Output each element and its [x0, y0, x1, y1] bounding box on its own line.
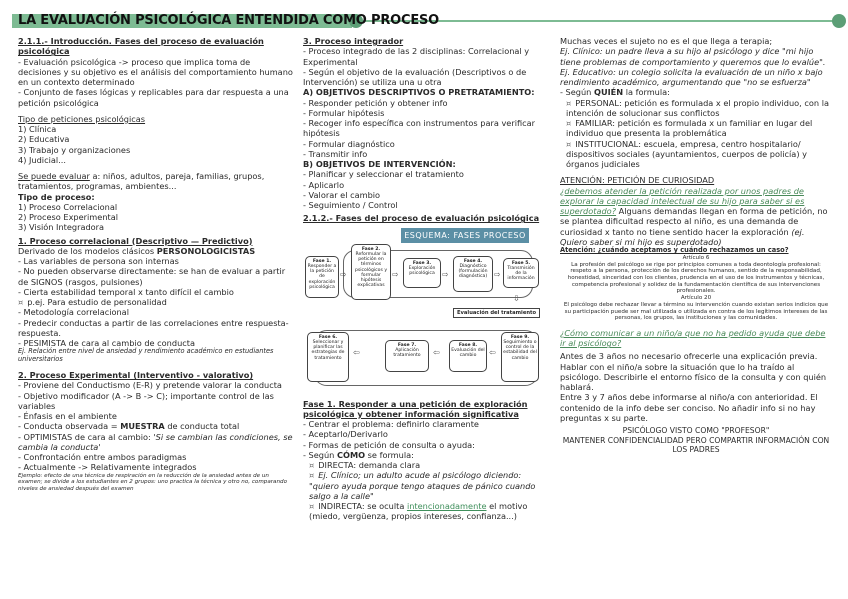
s3-item: - Proceso integrado de las 2 disciplinas: Correlacional y Experimental: [303, 46, 530, 67]
fase1-heading: Fase 1. Responder a una petición de exploración psicológica y obtener información significativa: [303, 398, 528, 419]
phase-3-box: Fase 3. Exploración psicológica: [403, 258, 441, 288]
corr-item: ¤ p.ej. Para estudio de personalidad: [18, 297, 167, 307]
arrow-left-icon: ⇦: [433, 347, 440, 357]
phase-4-box: Fase 4. Diagnóstico (formulación diagnóstica): [453, 256, 493, 292]
exp-example: Ejemplo: efecto de una técnica de respiración en la reducción de la ansiedad antes de un examen; se divide a los estudiantes en 2 grupos: uno practica la técnica y otro no, comparando niveles de ansiedad después del examen: [18, 472, 287, 492]
fase1-item: - Centrar el problema: definirlo claramente: [303, 419, 479, 429]
arrow-left-icon: ⇦: [489, 347, 496, 357]
directa-example: ¤ Ej. Clínico; un adulto acude al psicólogo diciendo: "quiero ayuda porque tengo ataques de pánico cuando salgo a la calle": [309, 470, 536, 501]
title-bar: [0, 0, 848, 34]
b-item: - Seguimiento / Control: [303, 200, 398, 210]
directa-item: ¤ DIRECTA: demanda clara: [309, 460, 421, 470]
quien-item: ¤ INSTITUCIONAL: escuela, empresa, centro hospitalario/ dispositivos sociales (ayuntamientos, cuerpos de policía) y órganos judiciales: [566, 138, 807, 169]
peticion-item: 4) Judicial...: [18, 154, 66, 165]
arrow-right-icon: ⇨: [442, 269, 449, 279]
peticion-item: 2) Educativa: [18, 134, 70, 145]
phase-9-box: Fase 9. Seguimiento o control de la estabilidad del cambio: [501, 332, 539, 382]
tipo-proceso-heading: Tipo de proceso:: [18, 191, 95, 202]
b-item: - Planificar y seleccionar el tratamiento: [303, 169, 464, 180]
column-3: [560, 36, 832, 455]
comunicar-question: ¿Cómo comunicar a un niño/a que no ha pedido ayuda que debe ir al psicólogo?: [560, 327, 826, 349]
a-item: - Responder petición y obtener info: [303, 97, 448, 108]
corr-item: - Cierta estabilidad temporal x tanto difícil el cambio: [18, 286, 234, 297]
correlacional-heading: 1. Proceso correlacional (Descriptivo — Predictivo): [18, 235, 253, 246]
corr-example: Ej. Relación entre nivel de ansiedad y rendimiento académico en estudiantes universitarios: [18, 347, 274, 364]
s3-item: - Según el objetivo de la evaluación (Descriptivos o de Intervención) se utiliza una u otra: [303, 66, 527, 87]
arrow-left-icon: ⇦: [353, 347, 360, 357]
tipo-item: 2) Proceso Experimental: [18, 212, 119, 222]
section-3-heading: 3. Proceso integrador: [303, 36, 404, 46]
fase1-item: - Según CÓMO se formula:: [303, 449, 414, 460]
art20-text: El psicólogo debe rechazar llevar a término su intervención cuando existan serios indicios que su participación puede ser mal utilizada o utilizada en contra de los legítimos intereses de las personas, los grupos, las instituciones y las comunidades.: [563, 301, 829, 322]
comunicar-text: Antes de 3 años no necesario ofrecerle una explicación previa. Hablar con el niño/a sobre la situación que lo ha traído al psicólogo. Describirle el entorno físico de la consulta y con quién hablará.: [560, 351, 827, 393]
exp-item: - Conducta observada = MUESTRA de conducta total: [18, 421, 240, 432]
b-item: - Aplicarlo: [303, 179, 345, 190]
a-item: - Transmitir info: [303, 148, 368, 159]
diamond-bullet-icon: ¤: [309, 460, 315, 470]
diamond-bullet-icon: ¤: [566, 97, 572, 108]
exp-item: - Objetivo modificador (A -> B -> C); importante control de las variables: [18, 390, 274, 411]
fase1-item: - Aceptarlo/Derivarlo: [303, 429, 388, 440]
tipo-item: 1) Proceso Correlacional: [18, 201, 118, 212]
column-2: [303, 36, 543, 522]
art6-text: La profesión del psicólogo se rige por principios comunes a toda deontología profesional: respeto a la persona, protección de los derechos humanos, sentido de la responsabilidad, honestidad, sinceridad con los clientes, prudencia en el uso de los instrumentos y técnicas, competencia profesional y solidez de la fundamentación científica de sus intervenciones profesionales.: [567, 261, 825, 295]
schema-header: ESQUEMA: FASES PROCESO: [401, 228, 529, 243]
eval-treatment-label: Evaluación del tratamiento: [453, 308, 540, 319]
experimental-heading: 2. Proceso Experimental (Interventivo - valorativo): [18, 370, 254, 381]
a-heading: A) OBJETIVOS DESCRIPTIVOS O PRETRATAMIENTO:: [303, 87, 535, 98]
col3-p1: Muchas veces el sujeto no es el que llega a terapia;: [560, 36, 773, 46]
atencion-heading: ATENCIÓN: PETICIÓN DE CURIOSIDAD: [560, 175, 715, 186]
atencion-paragraph: ¿debemos atender la petición realizada por unos padres de explorar la capacidad intelectual de su hijo para saber si es superdotado? Alguans demandas llegan en forma de petición, no se plantea dificultad respecto al niño, es una demanda de curiosidad x tanto no tiene sentido hacer la exploración (ej. Quiero saber si mi hijo es superdotado): [560, 185, 828, 247]
final-line-2: MANTENER CONFIDENCIALIDAD PERO COMPARTIR INFORMACIÓN CON LOS PADRES: [562, 435, 830, 455]
art6-title: Artículo 6: [682, 254, 710, 261]
section-211-p1: - Evaluación psicológica -> proceso que implica toma de decisiones y su objetivo es el análisis del comportamiento humano en un contexto determinado: [18, 56, 293, 87]
correlacional-intro: Derivado de los modelos clásicos PERSONOLOGICISTAS: [18, 245, 256, 256]
corr-item: - Predecir conductas a partir de las correlaciones entre respuesta-respuesta.: [18, 317, 289, 338]
diamond-bullet-icon: ¤: [18, 297, 24, 307]
exp-item: - Actualmente -> Relativamente integrados: [18, 462, 197, 473]
diamond-bullet-icon: ¤: [309, 501, 315, 511]
rechazo-heading: Atención: ¿cuándo aceptamos y cuándo rechazamos un caso?: [560, 246, 789, 254]
peticion-item: 1) Clínica: [18, 124, 57, 134]
phase-6-box: Fase 6. Seleccionar y planificar las estrategias de tratamiento: [307, 332, 349, 382]
diamond-bullet-icon: ¤: [566, 118, 572, 128]
title-dot-right: [832, 14, 846, 28]
final-line-1: PSICÓLOGO VISTO COMO "PROFESOR": [622, 426, 770, 436]
exp-item: - OPTIMISTAS de cara al cambio: 'Si se cambian las condiciones, se cambia la conducta': [18, 431, 293, 452]
arrow-right-icon: ⇨: [340, 269, 347, 279]
arrow-down-icon: ⇩: [513, 293, 520, 303]
fase1-item: - Formas de petición de consulta o ayuda:: [303, 439, 475, 450]
a-item: - Formular diagnóstico: [303, 138, 395, 149]
evaluar-paragraph: Se puede evaluar a: niños, adultos, pareja, familias, grupos, tratamientos, programas, ambientes...: [18, 171, 265, 192]
quien-item: ¤ FAMILIAR: petición es formulada x un familiar en lugar del individuo que presenta la problemática: [566, 118, 813, 139]
exp-item: - Confrontación entre ambos paradigmas: [18, 452, 187, 463]
corr-item: - No pueden observarse directamente: se han de evaluar a partir de SIGNOS (rasgos, pulsiones): [18, 266, 286, 287]
arrow-right-icon: ⇨: [392, 269, 399, 279]
section-211-p2: - Conjunto de fases lógicas y replicables para dar respuesta a una petición psicológica: [18, 87, 289, 108]
phase-2-box: Fase 2. Reformular la petición en términos psicológicos y formular hipótesis explicativas: [351, 244, 391, 300]
phases-diagram: [303, 228, 541, 393]
column-1: [18, 36, 294, 493]
corr-item: - Las variables de persona son internas: [18, 256, 179, 266]
col3-p1-example: Ej. Clínico: un padre lleva a su hijo al psicólogo y dice "mi hijo tiene problemas de comportamiento y queremos que lo evalúe". Ej. Educativo: un colegio solicita la evaluación de un niño x bajo rendimiento académico, argumentando que "no se esfuerza": [560, 46, 826, 87]
diamond-bullet-icon: ¤: [309, 470, 315, 481]
exp-item: - Proviene del Conductismo (E-R) y pretende valorar la conducta: [18, 380, 282, 391]
a-item: - Recoger info específica con instrumentos para verificar hipótesis: [303, 118, 536, 139]
art20-title: Artículo 20: [680, 295, 712, 302]
section-212-heading: 2.1.2.- Fases del proceso de evaluación psicológica: [303, 213, 540, 224]
peticiones-heading: Tipo de peticiones psicológicas: [18, 113, 146, 124]
corr-item: - Metodología correlacional: [18, 307, 129, 318]
corr-item: - PESIMISTA de cara al cambio de conducta: [18, 338, 195, 348]
exp-item: - Énfasis en el ambiente: [18, 411, 117, 422]
indirecta-item: ¤ INDIRECTA: se oculta intencionadamente el motivo (miedo, vergüenza, propios intereses, confianza...): [309, 501, 528, 522]
arrow-right-icon: ⇨: [494, 269, 501, 279]
phase-7-box: Fase 7. Aplicación tratamiento: [385, 340, 429, 372]
page-title: LA EVALUACIÓN PSICOLÓGICA ENTENDIDA COMO PROCESO: [18, 13, 440, 28]
a-item: - Formular hipótesis: [303, 107, 385, 118]
section-211-heading: 2.1.1.- Introducción. Fases del proceso de evaluación psicológica: [18, 36, 264, 57]
phase-1-box: Fase 1. Responder a la petición de exploración psicológica: [305, 256, 339, 298]
b-heading: B) OBJETIVOS DE INTERVENCIÓN:: [303, 159, 456, 169]
peticion-item: 3) Trabajo y organizaciones: [18, 144, 131, 155]
phase-5-box: Fase 5. Transmisión de la información: [503, 258, 539, 288]
comunicar-text-2: Entre 3 y 7 años debe informarse al niño/a con anterioridad. El contenido de la info debe ser conciso. No añadir info si no hay preguntas x su parte.: [560, 392, 818, 423]
quien-heading: - Según QUIÉN la formula:: [560, 87, 670, 98]
quien-item: ¤ PERSONAL: petición es formulada x el propio individuo, con la intención de solucionar sus conflictos: [566, 97, 829, 118]
b-item: - Valorar el cambio: [303, 189, 381, 200]
diamond-bullet-icon: ¤: [566, 138, 572, 149]
phase-8-box: Fase 8. Evaluación del cambio: [449, 340, 487, 372]
tipo-item: 3) Visión Integradora: [18, 222, 105, 233]
